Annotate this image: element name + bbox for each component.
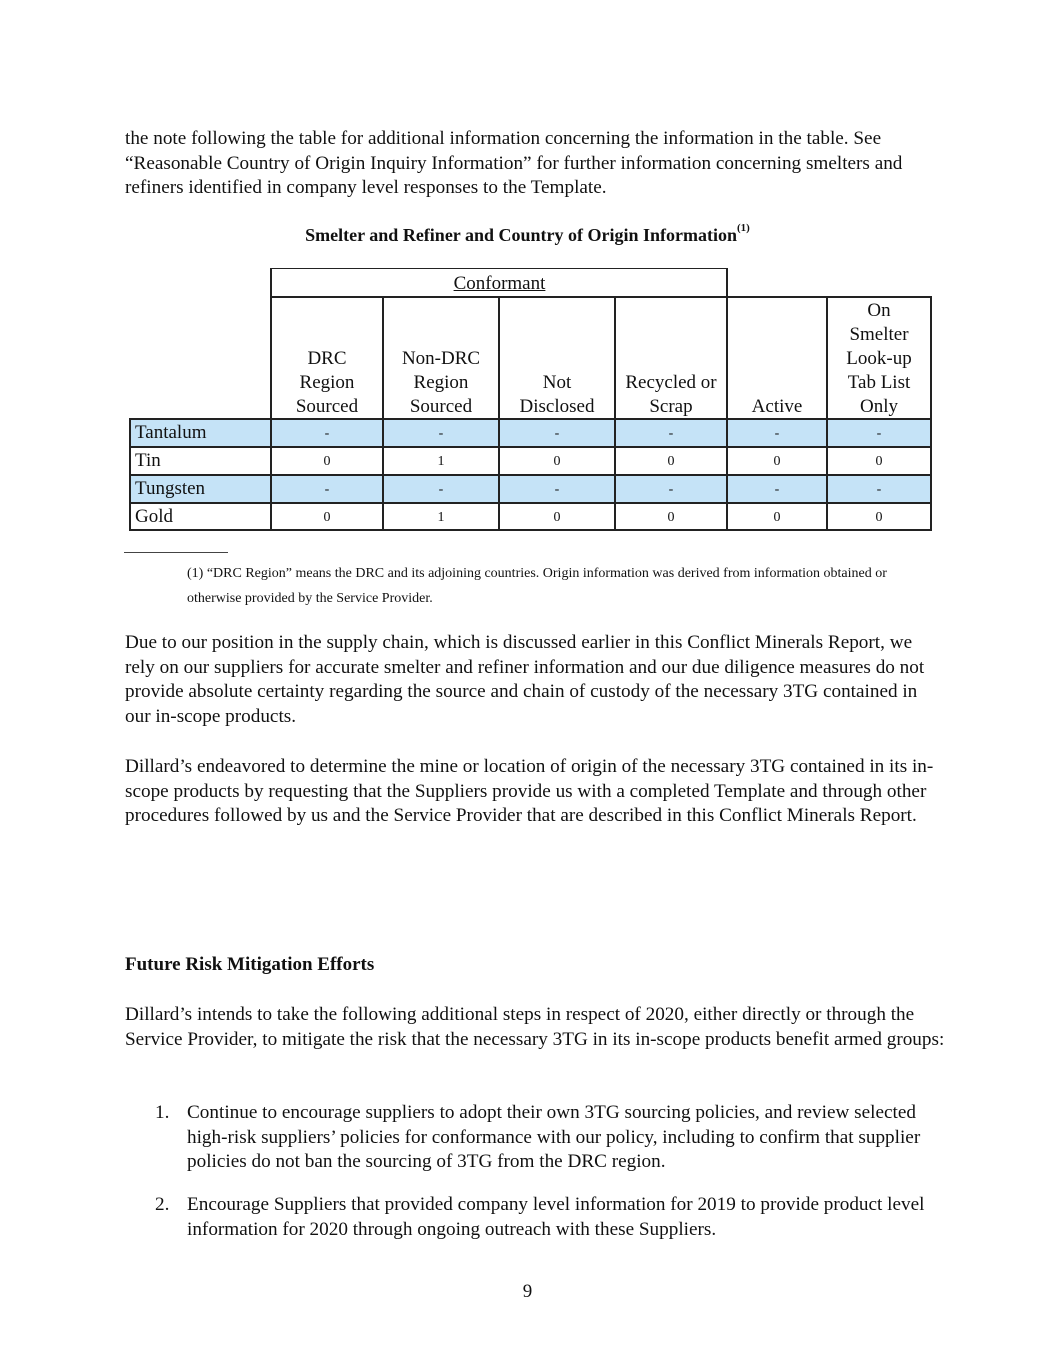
table-rule [129,529,932,531]
col-header-drc: DRC Region Sourced [295,348,359,417]
cell-value: - [668,426,674,441]
intro-paragraph: the note following the table for additional information concerning the information in the table. See “Reasonable Country of Origin Inquiry Information” for further information concerning smelters and refiners identified in company level responses to the Template. [125,128,903,198]
table-title [0,222,1055,246]
cell-value: 0 [323,510,331,525]
cell-value: 0 [553,510,561,525]
cell-value: - [876,426,882,441]
paragraph-supply-chain: Due to our position in the supply chain, which is discussed earlier in this Conflict Minerals Report, we rely on our suppliers for accurate smelter and refiner information and our due diligence measures do not provide absolute certainty regarding the source and chain of custody of the necessary 3TG contained in our in-scope products. [125,632,925,727]
row-label-tungsten: Tungsten [135,478,206,499]
section-heading: Future Risk Mitigation Efforts [125,954,375,975]
footnote-divider [124,552,228,553]
list-number: 2. [155,1194,170,1215]
table-rule [129,446,932,448]
paragraph-endeavored: Dillard’s endeavored to determine the mine or location of origin of the necessary 3TG contained in its in-scope products by requesting that the Suppliers provide us with a completed Template and through other procedures followed by us and the Service Provider that are described in this Conflict Minerals Report. [125,756,934,826]
table-rule [129,418,932,420]
footnote-ref: (1) [737,222,750,234]
table-rule [129,418,131,530]
list-text: Continue to encourage suppliers to adopt their own 3TG sourcing policies, and review selected high-risk suppliers’ policies for conformance with our policy, including to confirm that supplier policies do not ban the sourcing of 3TG from the DRC region. [187,1102,921,1172]
table-rule [614,296,616,530]
conformant-label: Conformant [453,273,546,294]
cell-value: - [554,426,560,441]
row-label-tantalum: Tantalum [135,422,207,443]
table-rule [270,268,272,530]
cell-value: 0 [773,454,781,469]
table-title-text: Smelter and Refiner and Country of Origin Information [305,225,737,245]
cell-value: 0 [875,510,883,525]
col-header-non-drc: Non-DRC Region Sourced [401,348,481,417]
footnote: (1) “DRC Region” means the DRC and its adjoining countries. Origin information was derived from information obtained or otherwise provided by the Service Provider. [187,566,887,606]
cell-value: - [554,482,560,497]
cell-value: - [324,482,330,497]
cell-value: 0 [667,454,675,469]
cell-value: - [774,482,780,497]
list-number: 1. [155,1102,170,1123]
cell-value: 0 [667,510,675,525]
row-label-gold: Gold [135,506,173,527]
cell-value: - [668,482,674,497]
table-rule [129,474,932,476]
cell-value: - [438,482,444,497]
col-header-not-disclosed: Not Disclosed [519,372,595,417]
table-rule [930,296,932,530]
cell-value: - [324,426,330,441]
cell-value: 0 [553,454,561,469]
cell-value: - [876,482,882,497]
col-header-recycled: Recycled or Scrap [625,372,717,417]
row-label-tin: Tin [135,450,161,471]
cell-value: 1 [437,510,445,525]
cell-value: 0 [773,510,781,525]
page-number: 9 [522,1281,533,1302]
cell-value: - [438,426,444,441]
table-rule [726,268,728,530]
table-rule [271,296,932,298]
table-rule [826,296,828,530]
paragraph-intends: Dillard’s intends to take the following additional steps in respect of 2020, either directly or through the Service Provider, to mitigate the risk that the necessary 3TG in its in-scope products benefit armed groups: [125,1004,945,1050]
col-header-smelter-lookup: On Smelter Look-up Tab List Only [846,300,912,417]
cell-value: - [774,426,780,441]
table-rule [498,296,500,530]
cell-value: 1 [437,454,445,469]
conformant-group-header [271,268,728,297]
cell-value: 0 [875,454,883,469]
table-rule [382,296,384,530]
list-text: Encourage Suppliers that provided company level information for 2019 to provide product level information for 2020 through ongoing outreach with these Suppliers. [187,1194,925,1240]
cell-value: 0 [323,454,331,469]
table-rule [129,502,932,504]
col-header-active: Active [751,396,803,417]
